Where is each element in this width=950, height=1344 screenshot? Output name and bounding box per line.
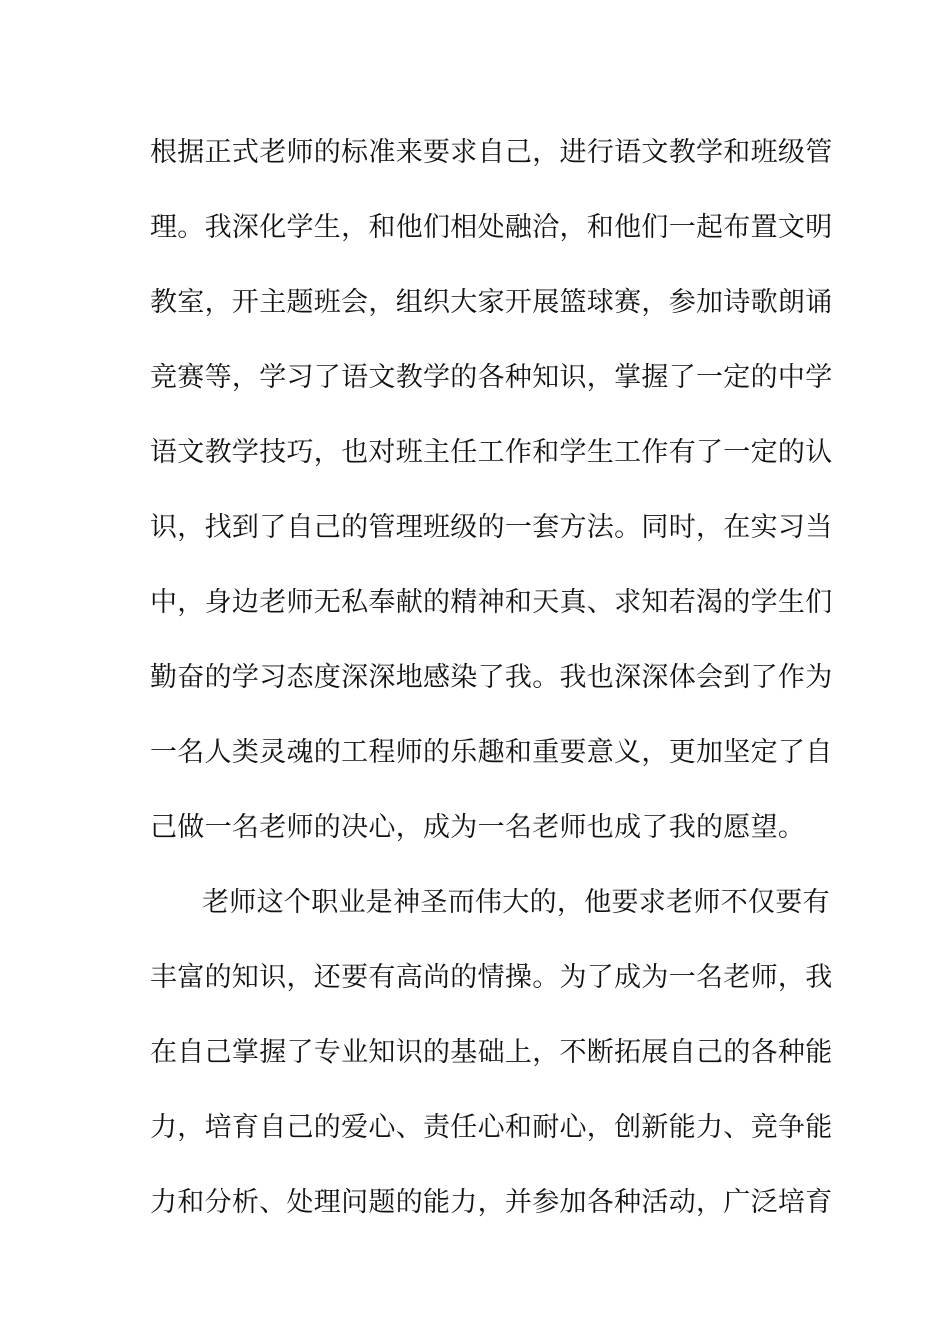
text-line: 理。我深化学生，和他们相处融洽，和他们一起布置文明: [150, 212, 833, 243]
text-line: 教室，开主题班会，组织大家开展篮球赛，参加诗歌朗诵: [150, 287, 833, 318]
text-line: 竞赛等，学习了语文教学的各种知识，掌握了一定的中学: [150, 362, 833, 393]
text-line: 力和分析、处理问题的能力，并参加各种活动，广泛培育: [150, 1187, 833, 1218]
text-line: 语文教学技巧，也对班主任工作和学生工作有了一定的认: [150, 437, 833, 468]
paragraph-start-line: 老师这个职业是神圣而伟大的，他要求老师不仅要有: [202, 887, 830, 918]
text-line: 丰富的知识，还要有高尚的情操。为了成为一名老师，我: [150, 962, 833, 993]
text-line: 中，身边老师无私奉献的精神和天真、求知若渴的学生们: [150, 587, 833, 618]
text-line: 力，培育自己的爱心、责任心和耐心，创新能力、竞争能: [150, 1112, 833, 1143]
text-line: 一名人类灵魂的工程师的乐趣和重要意义，更加坚定了自: [150, 737, 833, 768]
text-line: 在自己掌握了专业知识的基础上，不断拓展自己的各种能: [150, 1037, 833, 1068]
text-line: 根据正式老师的标准来要求自己，进行语文教学和班级管: [150, 137, 833, 168]
text-line: 己做一名老师的决心，成为一名老师也成了我的愿望。: [150, 812, 806, 843]
text-line: 识，找到了自己的管理班级的一套方法。同时，在实习当: [150, 512, 833, 543]
body-text: [150, 124, 833, 1249]
text-line: 勤奋的学习态度深深地感染了我。我也深深体会到了作为: [150, 662, 833, 693]
